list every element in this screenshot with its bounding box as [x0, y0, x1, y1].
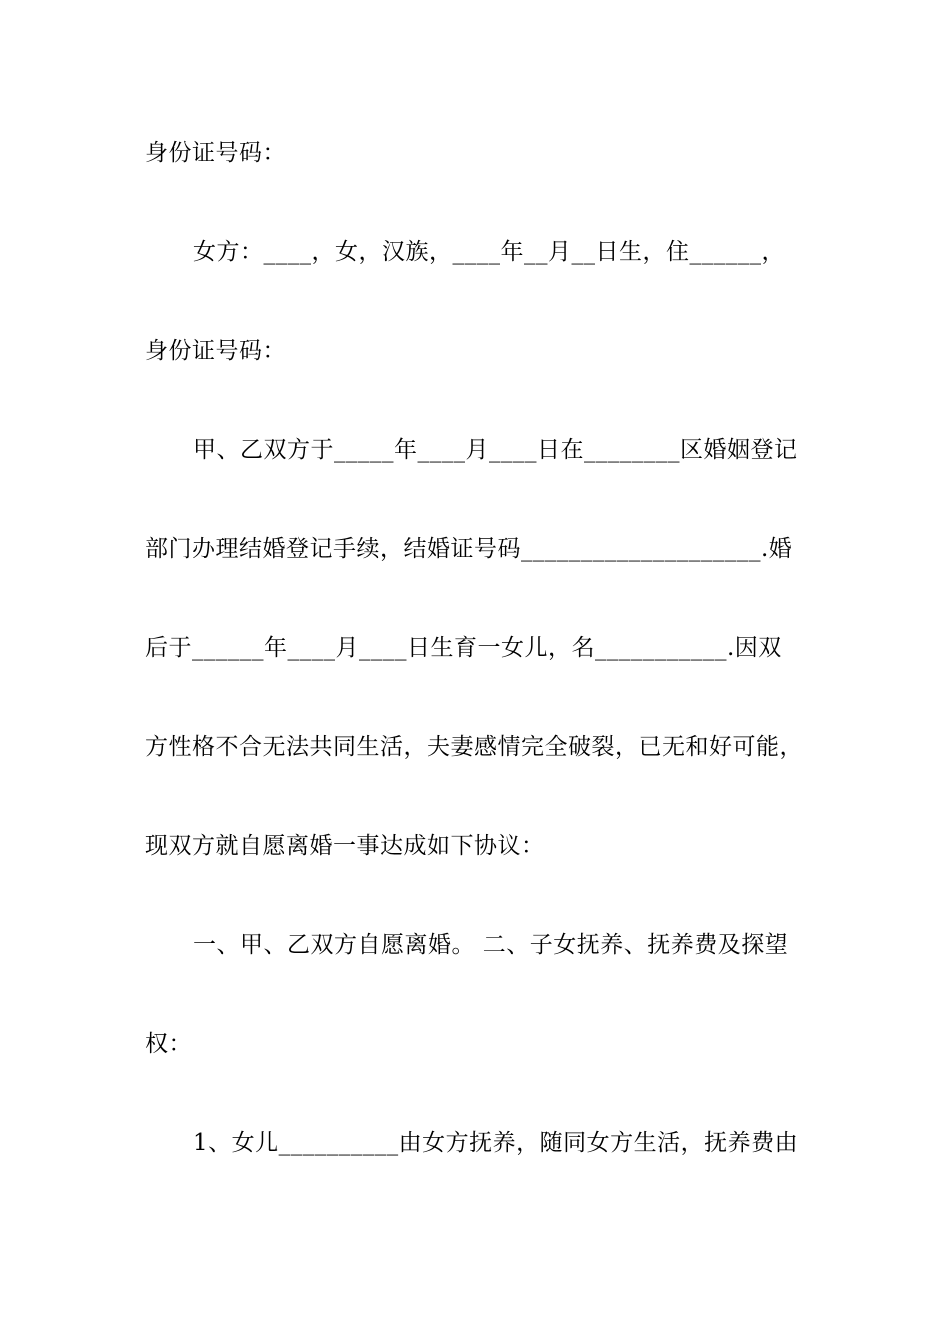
marriage-registration-line: 甲、乙双方于_____年____月____日在________区婚姻登记 — [193, 437, 798, 463]
female-party-line: 女方：____，女，汉族，____年__月__日生，住______， — [193, 239, 785, 265]
custody-clause-line: 1、女儿__________由女方抚养，随同女方生活，抚养费由 — [193, 1130, 799, 1156]
breakdown-reason-line: 方性格不合无法共同生活，夫妻感情完全破裂，已无和好可能， — [145, 734, 803, 760]
id-number-line-1: 身份证号码： — [145, 140, 286, 166]
agreement-intro-line: 现双方就自愿离婚一事达成如下协议： — [145, 833, 545, 859]
daughter-birth-line: 后于______年____月____日生育一女儿，名___________.因双 — [145, 635, 782, 661]
id-number-line-2: 身份证号码： — [145, 338, 286, 364]
clause-two-continuation-line: 权： — [145, 1031, 192, 1057]
clause-one-two-line: 一、甲、乙双方自愿离婚。 二、子女抚养、抚养费及探望 — [193, 932, 789, 958]
marriage-certificate-line: 部门办理结婚登记手续，结婚证号码____________________.婚 — [145, 536, 793, 562]
